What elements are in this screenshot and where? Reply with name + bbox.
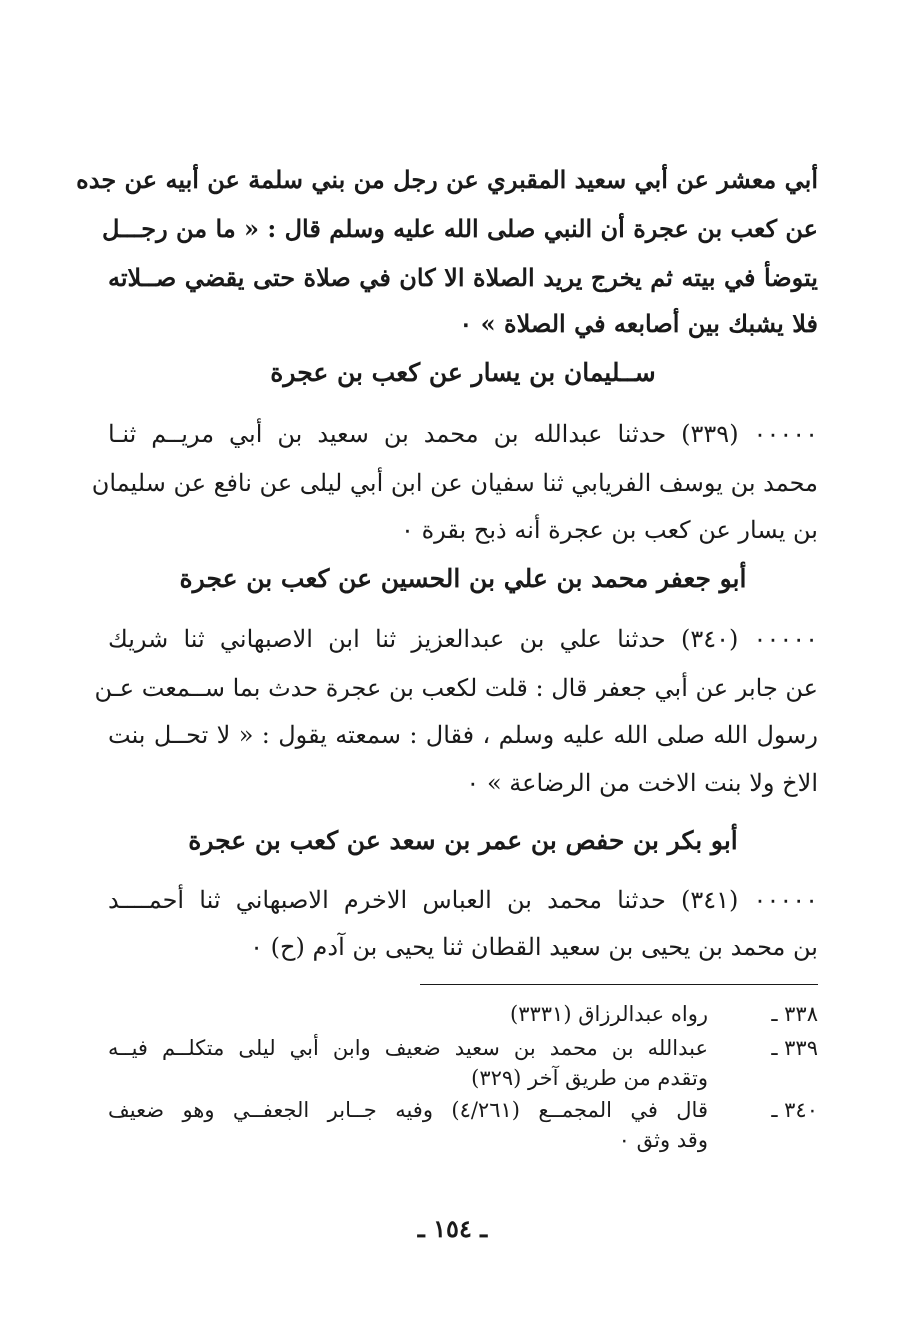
- footnote-number: ٣٣٩ ـ: [771, 1036, 818, 1060]
- text-line: فلا يشبك بين أصابعه في الصلاة » ٠: [459, 309, 818, 338]
- section-heading: أبو بكر بن حفص بن عمر بن سعد عن كعب بن عجرة: [188, 826, 738, 855]
- text-line: رسول الله صلى الله عليه وسلم ، فقال : سمعته يقول : « لا تحــل بنت: [108, 721, 818, 749]
- section-heading: أبو جعفر محمد بن علي بن الحسين عن كعب بن عجرة: [179, 564, 747, 593]
- text-line: ٠٠٠٠٠ (٣٤١) حدثنا محمد بن العباس الاخرم الاصبهاني ثنا أحمــــد: [108, 886, 818, 914]
- text-line: بن محمد بن يحيى بن سعيد القطان ثنا يحيى بن آدم (ح) ٠: [250, 933, 818, 961]
- text-line: يتوضأ في بيته ثم يخرج يريد الصلاة الا كان في صلاة حتى يقضي صــلاته: [108, 263, 818, 292]
- footnote-number: ٣٣٨ ـ: [771, 1002, 818, 1026]
- footnote-text: وتقدم من طريق آخر (٣٢٩): [471, 1066, 708, 1090]
- footnote-text: رواه عبدالرزاق (٣٣٣١): [510, 1002, 708, 1026]
- text-line: ٠٠٠٠٠ (٣٣٩) حدثنا عبدالله بن محمد بن سعيد بن أبي مريــم ثنـا: [108, 420, 818, 448]
- footnote-text: عبدالله بن محمد بن سعيد ضعيف وابن أبي ليلى متكلــم فيــه: [108, 1036, 708, 1060]
- footnote-text: قال في المجمــع (٤/٢٦١) وفيه جــابر الجعفــي وهو ضعيف: [108, 1098, 708, 1122]
- text-line: عن كعب بن عجرة أن النبي صلى الله عليه وسلم قال : « ما من رجـــل: [101, 214, 818, 243]
- text-line: بن يسار عن كعب بن عجرة أنه ذبح بقرة ٠: [401, 516, 818, 544]
- footnote-text: وقد وثق ٠: [618, 1128, 708, 1152]
- footnote-number: ٣٤٠ ـ: [771, 1098, 818, 1122]
- page-number: ـ ١٥٤ ـ: [417, 1214, 488, 1243]
- text-line: الاخ ولا بنت الاخت من الرضاعة » ٠: [466, 769, 818, 797]
- section-heading: ســليمان بن يسار عن كعب بن عجرة: [270, 358, 656, 387]
- text-line: أبي معشر عن أبي سعيد المقبري عن رجل من بني سلمة عن أبيه عن جده: [76, 165, 818, 194]
- footnote-separator: [420, 984, 818, 985]
- text-line: ٠٠٠٠٠ (٣٤٠) حدثنا علي بن عبدالعزيز ثنا ابن الاصبهاني ثنا شريك: [108, 625, 818, 653]
- text-line: محمد بن يوسف الفريابي ثنا سفيان عن ابن أبي ليلى عن نافع عن سليمان: [91, 469, 818, 497]
- text-line: عن جابر عن أبي جعفر قال : قلت لكعب بن عجرة حدث بما ســمعت عـن: [94, 674, 818, 702]
